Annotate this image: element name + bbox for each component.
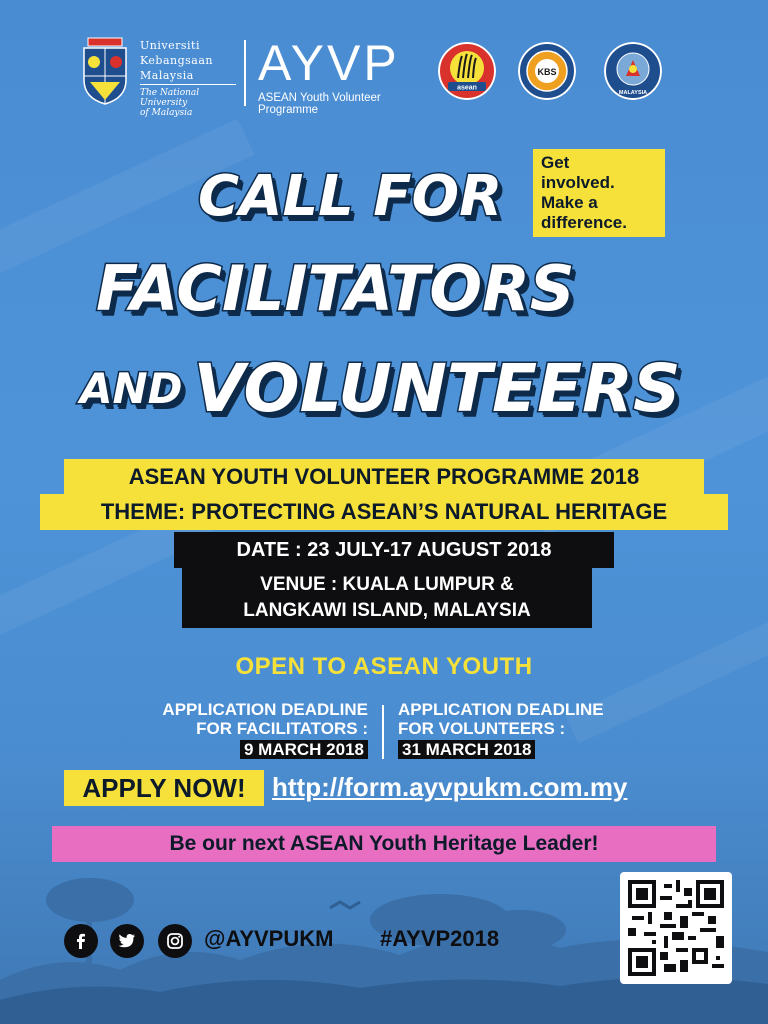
volunteers-deadline-line2: FOR VOLUNTEERS :: [398, 719, 566, 738]
venue-line2: LANGKAWI ISLAND, MALAYSIA: [243, 600, 531, 621]
ukm-sub-line1: The National University: [140, 88, 200, 108]
deadline-divider: [382, 705, 384, 759]
kbs-logo: [518, 42, 576, 100]
programme-title-bar: ASEAN YOUTH VOLUNTEER PROGRAMME 2018: [64, 459, 704, 495]
facilitators-deadline-date: 9 MARCH 2018: [240, 740, 368, 759]
social-handle[interactable]: @AYVPUKM: [204, 926, 334, 951]
ukm-name-line1: Universiti: [140, 39, 200, 52]
headline-facilitators: FACILITATORS: [96, 252, 575, 325]
volunteers-deadline-line1: APPLICATION DEADLINE: [398, 700, 604, 719]
apply-url-link[interactable]: http://form.ayvpukm.com.my: [272, 772, 628, 802]
social-hashtag[interactable]: #AYVP2018: [380, 926, 500, 951]
volunteers-deadline-date: 31 MARCH 2018: [398, 740, 535, 759]
ukm-name-line3: Malaysia: [140, 69, 194, 82]
header-divider: [244, 40, 246, 106]
ukm-name-line2: Kebangsaan: [140, 54, 214, 67]
twitter-icon[interactable]: [110, 924, 144, 958]
ukm-sub-line2: of Malaysia: [140, 108, 193, 118]
facilitators-deadline-line2: FOR FACILITATORS :: [196, 719, 368, 738]
ayvp-title: AYVP: [258, 35, 400, 91]
apply-now-label: APPLY NOW!: [64, 770, 264, 806]
programme-theme-bar: THEME: PROTECTING ASEAN’S NATURAL HERITAGE: [40, 494, 728, 530]
facilitators-deadline-line1: APPLICATION DEADLINE: [162, 700, 368, 719]
ukm-name: [140, 38, 240, 118]
headline-line1: [198, 164, 502, 229]
volunteers-deadline: [398, 700, 688, 759]
kbs-logo-text: KBS: [537, 67, 557, 77]
headline-call-for: CALL FOR: [198, 164, 503, 229]
tourism-ministry-logo: [604, 42, 662, 100]
tourism-logo-text: MALAYSIA: [618, 90, 648, 96]
tagline-line4: difference.: [541, 213, 627, 232]
facilitators-deadline: [96, 700, 368, 759]
headline-and: AND: [80, 364, 183, 413]
ukm-crest-logo: [80, 36, 130, 106]
instagram-icon[interactable]: [158, 924, 192, 958]
eligibility-text: OPEN TO ASEAN YOUTH: [235, 653, 533, 680]
asean-logo: [438, 42, 496, 100]
venue-line1: VENUE : KUALA LUMPUR &: [260, 574, 514, 595]
programme-date-bar: DATE : 23 JULY-17 AUGUST 2018: [174, 532, 614, 568]
qr-code-pattern: [628, 880, 724, 976]
qr-code[interactable]: [620, 872, 732, 984]
tagline-line1: Get: [541, 153, 570, 172]
slogan-bar: Be our next ASEAN Youth Heritage Leader!: [52, 826, 716, 862]
facebook-icon[interactable]: [64, 924, 98, 958]
programme-venue-bar: [182, 568, 592, 628]
ukm-underline: [140, 84, 236, 85]
tagline-line3: Make a: [541, 193, 598, 212]
headline-volunteers: VOLUNTEERS: [193, 350, 681, 427]
headline-line2: [96, 252, 575, 325]
headline-line3: [80, 350, 680, 427]
tagline-box: [533, 149, 665, 237]
asean-logo-text: asean: [457, 84, 477, 92]
tagline-line2: involved.: [541, 173, 615, 192]
ayvp-subtitle: ASEAN Youth Volunteer Programme: [258, 92, 381, 116]
